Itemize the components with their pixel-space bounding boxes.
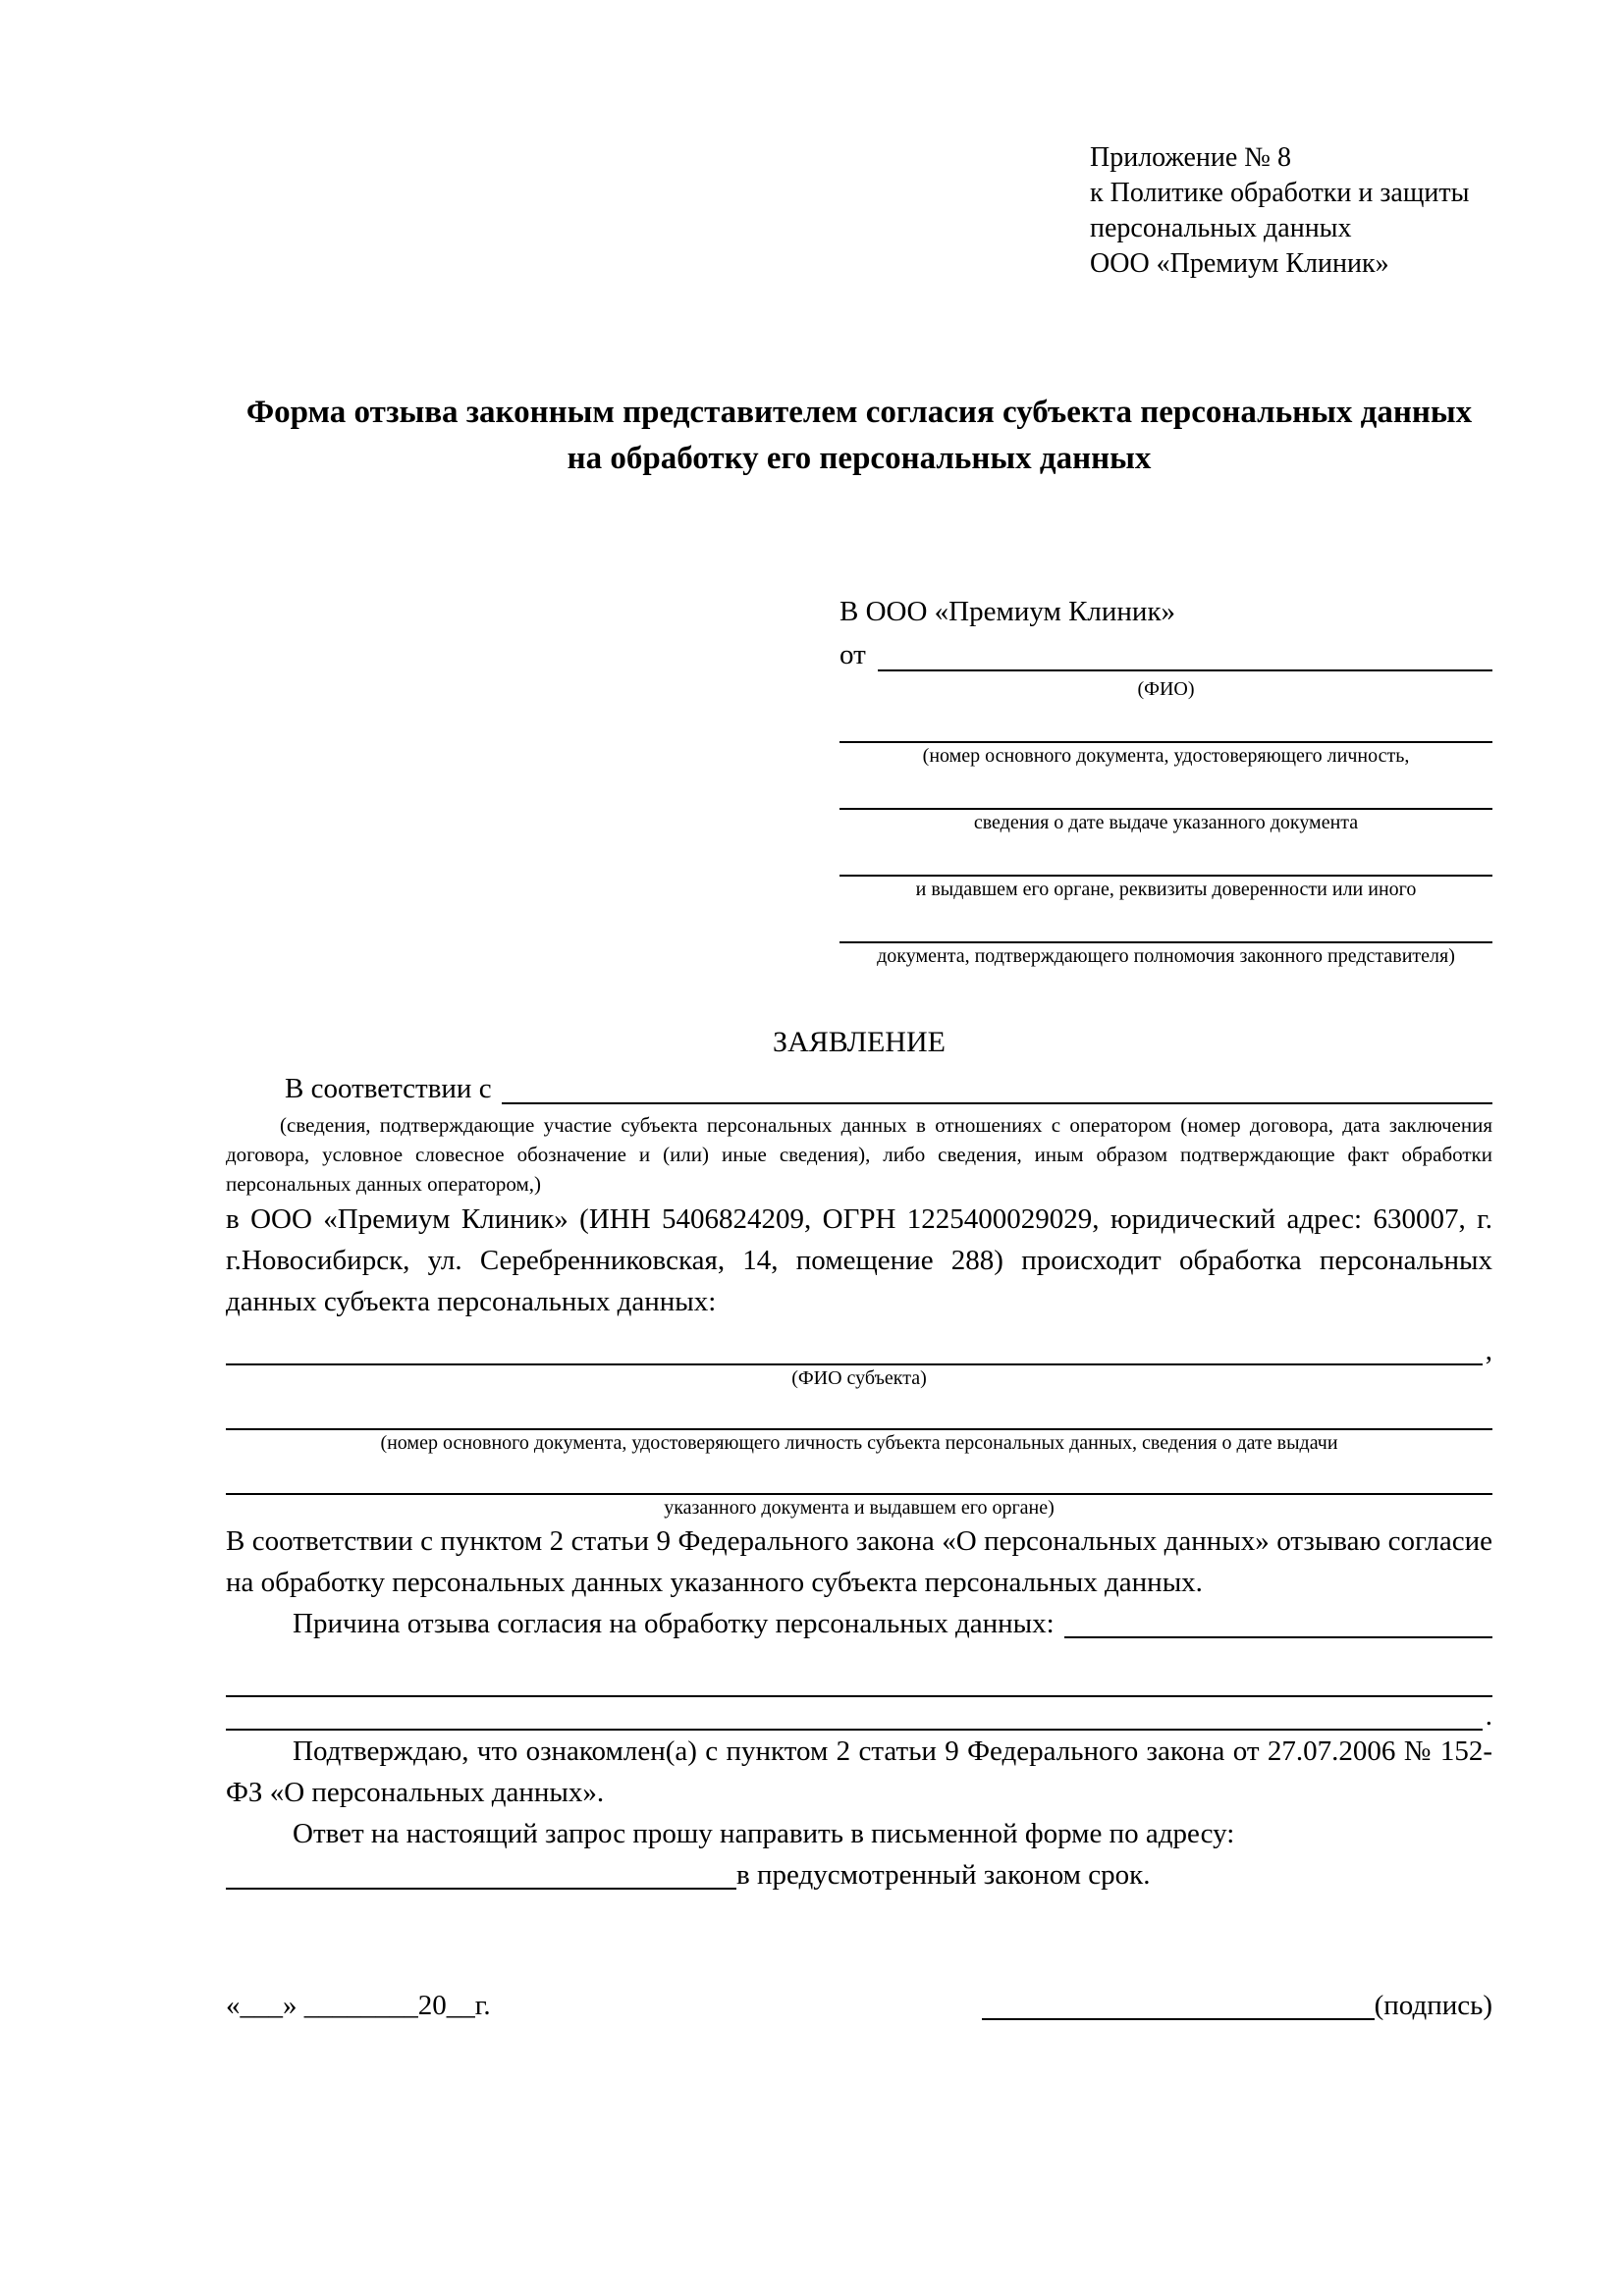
statement-heading: ЗАЯВЛЕНИЕ: [773, 1026, 946, 1058]
intro-blank-line: [502, 1067, 1492, 1104]
withdrawal-paragraph: В соответствии с пунктом 2 статьи 9 Федерального закона «О персональных данных» отзываю согласие на обработку персональных данных указанного субъекта персональных данных.: [226, 1525, 1492, 1598]
addressee-block: [839, 590, 1492, 969]
operator-paragraph: в ООО «Премиум Клиник» (ИНН 5406824209, ОГРН 1225400029029, юридический адрес: 630007, г. г.Новосибирск, ул. Серебренниковская, 14, помещение 288) происходит обработка персональных данных субъекта персональных данных:: [226, 1203, 1492, 1317]
signature-group: [982, 1986, 1492, 2025]
subject-document-caption-2: указанного документа и выдавшем его органе): [664, 1497, 1055, 1519]
intro-row: [226, 1067, 1492, 1110]
annex-header-line: персональных данных: [1090, 213, 1352, 243]
document-number-caption: (номер основного документа, удостоверяющего личность,: [922, 745, 1410, 767]
representative-authority-caption: документа, подтверждающего полномочия законного представителя): [877, 945, 1455, 967]
addressee-organization: В ООО «Премиум Клиник»: [839, 596, 1176, 627]
subject-document-blank-line: [226, 1391, 1492, 1430]
response-address-blank-line: [226, 1854, 736, 1890]
response-paragraph: Ответ на настоящий запрос прошу направить в письменной форме по адресу:: [293, 1818, 1235, 1849]
issuing-authority-blank-line: [839, 835, 1492, 877]
annex-header: [1090, 140, 1492, 282]
reason-continuation-blank-line: [226, 1644, 1492, 1697]
representative-authority-blank-line: [839, 902, 1492, 943]
fio-blank-line: [878, 633, 1492, 671]
annex-header-line: ООО «Премиум Клиник»: [1090, 248, 1389, 279]
reason-blank-line: [1064, 1603, 1492, 1638]
issuing-authority-caption: и выдавшем его органе, реквизиты доверенности или иного: [915, 879, 1417, 900]
subject-fio-suffix: ,: [1485, 1335, 1492, 1366]
signature-blank-line: [982, 2018, 1375, 2020]
reason-row: [226, 1603, 1492, 1644]
from-row: [839, 633, 1492, 676]
footer-row: [226, 1986, 1492, 2025]
response-suffix: в предусмотренный законом срок.: [736, 1859, 1151, 1891]
from-label: от: [839, 639, 866, 670]
annex-header-line: Приложение № 8: [1090, 142, 1291, 173]
intro-label: В соответствии с: [285, 1073, 492, 1104]
subject-fio-row: [226, 1322, 1492, 1365]
issue-date-blank-line: [839, 769, 1492, 810]
signature-caption: (подпись): [1374, 1990, 1492, 2021]
document-number-blank-line: [839, 702, 1492, 743]
reason-continuation-row-2: [226, 1697, 1492, 1731]
subject-fio-caption: (ФИО субъекта): [791, 1367, 927, 1389]
fio-caption: (ФИО): [1137, 678, 1195, 700]
issue-date-caption: сведения о дате выдаче указанного документа: [973, 812, 1359, 833]
subject-document-blank-line-2: [226, 1456, 1492, 1495]
annex-header-line: к Политике обработки и защиты: [1090, 178, 1470, 208]
date-blank-text: «___» ________20__г.: [226, 1990, 491, 2021]
intro-caption-note: (сведения, подтверждающие участие субъекта персональных данных в отношениях с оператором (номер договора, дата заключения договора, условное словесное обозначение и (или) иные сведения), либо сведения, иным образом подтверждающие факт обработки персональных данных оператором,): [226, 1113, 1492, 1196]
response-address-row: [226, 1854, 1492, 1896]
document-title: Форма отзыва законным представителем согласия субъекта персональных данных на обработку его персональных данных: [245, 395, 1473, 476]
subject-document-caption: (номер основного документа, удостоверяющего личность субъекта персональных данных, сведения о дате выдачи: [380, 1432, 1338, 1454]
reason-label: Причина отзыва согласия на обработку персональных данных:: [293, 1608, 1055, 1639]
reason-blank-suffix: .: [1485, 1700, 1492, 1732]
acknowledgment-paragraph: Подтверждаю, что ознакомлен(а) с пунктом 2 статьи 9 Федерального закона от 27.07.2006 № 152-ФЗ «О персональных данных».: [226, 1735, 1492, 1808]
